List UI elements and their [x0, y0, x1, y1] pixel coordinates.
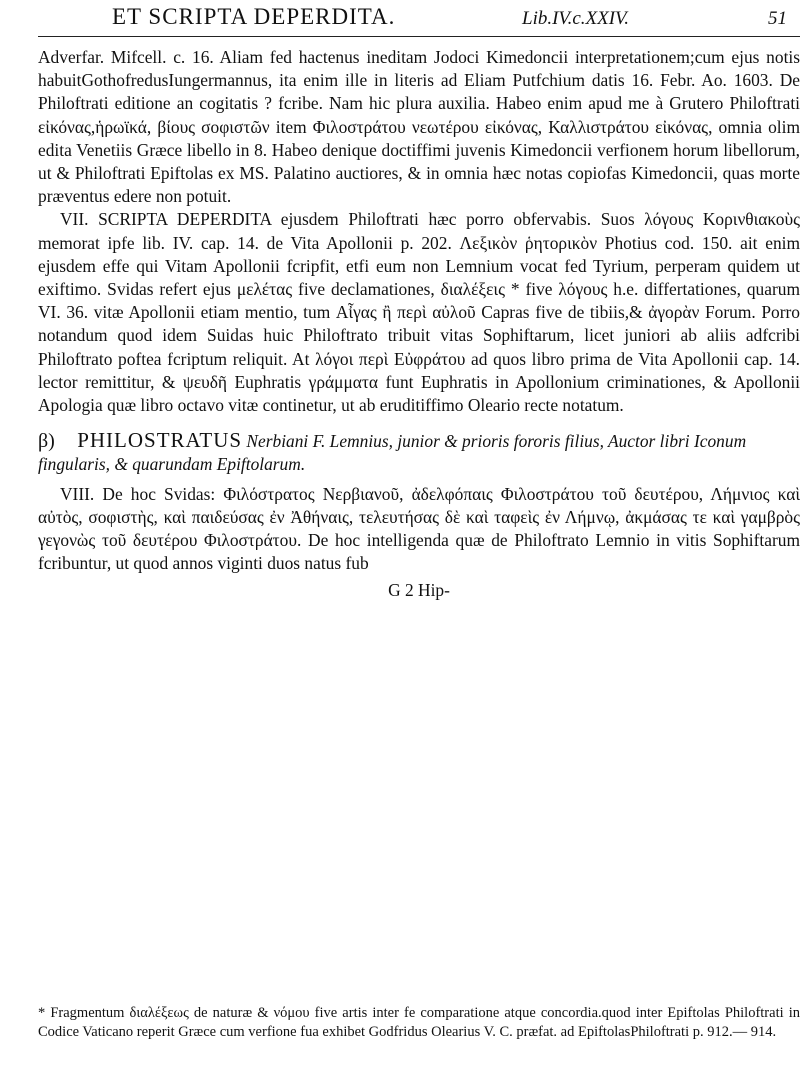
paragraph-adversaria: Adverfar. Mifcell. c. 16. Aliam fed hactenus ineditam Jodoci Kimedoncii interpretationem;cum ejus notis habuitGothofredusIungermannus, ita enim ille in literis ad Eliam Putfchium datis 16. Febr. Ao. 1603. De Philoftrati editione an cogitatis ? fcribe. Nam hic plura auxilia. Habeo enim apud me à Grutero Philoftrati εἰκόνας,ἡρωϊκά, βίους σοφιστῶν item Φιλοστράτου νεωτέρου εἰκόνας, Καλλιστράτου εἰκόνας, omnia olim edita Venetiis Græce libello in 8. Habeo denique doctiffimi juvenis Kimedoncii verfionem horum libellorum, ut & Philoftrati Epiftolas ex MS. Palatino auctiores, & in omnia hæc notas copiofas Kimedoncii, quas morte præventus edere non potuit. [38, 47, 800, 207]
section-label: β) [38, 430, 55, 453]
running-head-reference: Lib.IV.c.XXIV. [522, 8, 629, 29]
header-rule [38, 36, 800, 37]
section-name: PHILOSTRATUS [77, 428, 243, 453]
paragraph-vii: VII. SCRIPTA DEPERDITA ejusdem Philoftrati hæc porro obfervabis. Suos λόγους Κορινθιακοὺς memorat ipfe lib. IV. cap. 14. de Vita Apollonii p. 202. Λεξικὸν ῥητορικὸν Photius cod. 150. ait enim ejusdem effe qui Vitam Apollonii fcripfit, etfi eum non Lemnium vocat fed Tyrium, perperam quidem ut exiftimo. Svidas refert ejus μελέτας five declamationes, διαλέξεις * five λόγους h.e. differtationes, quarum VI. 36. vitæ Apollonii etiam mentio, tum Αἶγας ἢ περὶ αὐλοῦ Capras five de tibiis,& ἀγορὰν Forum. Porro notandum quod idem Suidas huic Philoftrato tribuit vitas Sophiftarum, licet juniori ab aliis adfcribi Philoftrato poftea fcriptum reliquit. At λόγοι περὶ Εὐφράτου ad quos libro prima de Vita Apollonii cap. 14. lector remittitur, & ψευδῆ Euphratis γράμματα funt Euphratis in Apollonium criminationes, & Apollonii Apologia quæ libro octavo vitæ continetur, ut ab eruditiffimo Oleario recte notatum. [38, 209, 800, 416]
page-number: 51 [768, 8, 787, 29]
body-text [38, 46, 800, 603]
paragraph-viii: VIII. De hoc Svidas: Φιλόστρατος Νερβιανοῦ, ἀδελφόπαις Φιλοστράτου τοῦ δευτέρου, Λήμνιος καὶ αὐτὸς, σοφιστὴς, καὶ παιδεύσας ἐν Ἀθήναις, τελευτήσας δὲ καὶ ταφεὶς ἐν Λήμνῳ, ἀκμάσας τε καὶ γαμβρὸς γεγονὼς τοῦ δευτέρου Φιλοστράτου. De hoc intelligenda quæ de Philoftrato Lemnio in vitis Sophiftarum fcribuntur, ut quod annos viginti duos natus fub [38, 483, 800, 574]
catchword: G 2 Hip- [388, 580, 450, 601]
section-heading [38, 429, 800, 476]
running-head [0, 0, 800, 40]
running-head-title: ET SCRIPTA DEPERDITA. [112, 4, 396, 29]
section-description: Nerbiani F. Lemnius, junior & prioris fororis filius, Auctor libri Iconum fingularis, & quarundam Epiftolarum. [38, 431, 747, 475]
footnote: * Fragmentum διαλέξεως de naturæ & νόμου five artis inter fe comparatione atque concordia.quod inter Epiftolas Philoftrati in Codice Vaticano reperit Græce cum verfione fua exhibet Godfridus Olearius V. C. præfat. ad EpiftolasPhiloftrati p. 912.— 914. [38, 1005, 800, 1040]
